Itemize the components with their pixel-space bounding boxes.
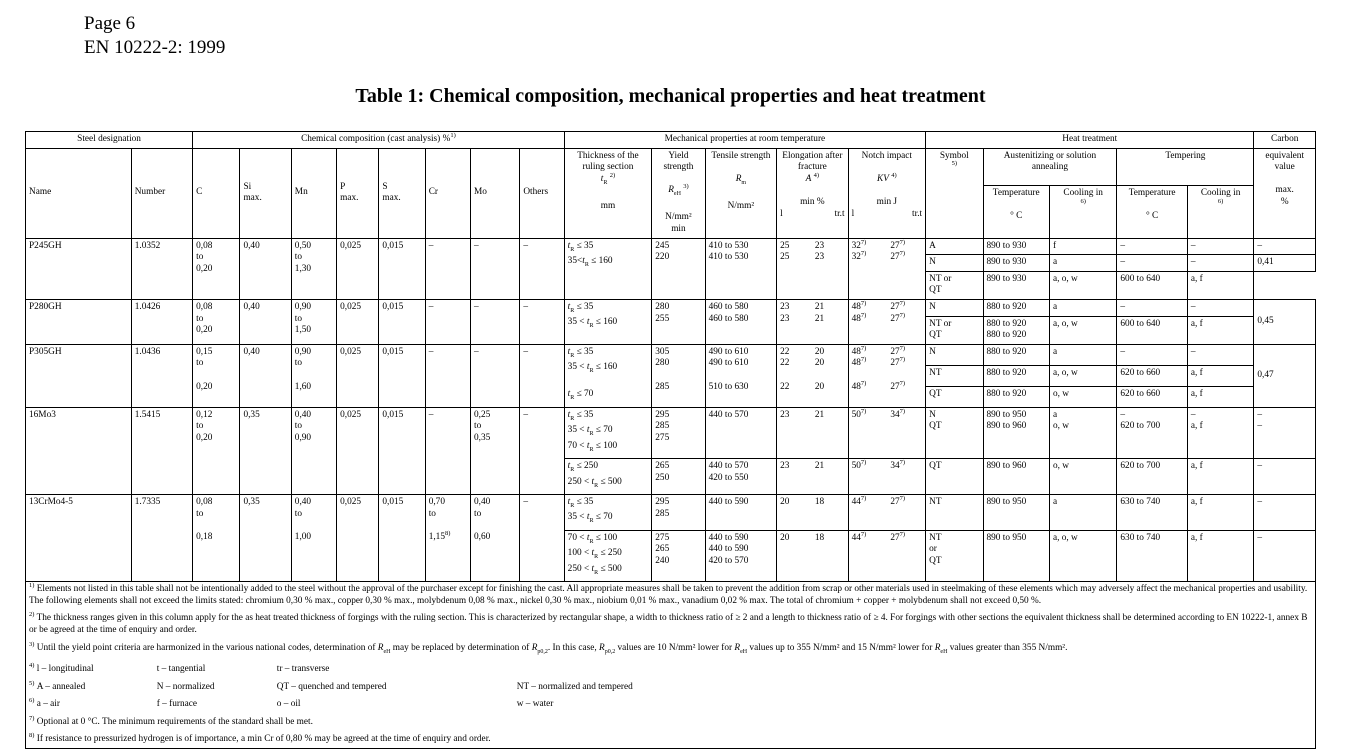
temper-cool: – [1187, 299, 1253, 316]
notch-l: 50$^{7)}$ [848, 459, 887, 495]
tensile: 440 to 570 [705, 407, 776, 458]
group-chemical: Chemical composition (cast analysis) %$^{1)}$ [193, 132, 565, 149]
chem-c: 0,08 to 0,20 [193, 299, 240, 344]
chem-cr: 0,70 to 1,15$^{8)}$ [425, 494, 470, 581]
thickness: $t_R \le 35$ $35 < t_R \le 70$ [564, 494, 652, 530]
aust-cool: a [1049, 494, 1116, 530]
chem-s: 0,015 [379, 494, 425, 581]
aust-temp: 890 to 930 [983, 238, 1049, 255]
thickness: $t_R \le 35$ $35 < t_R \le 160$ $t_R \le 70$ [564, 344, 652, 407]
steel-number: 1.0426 [131, 299, 192, 344]
tensile: 490 to 610 490 to 610 510 to 630 [705, 344, 776, 407]
carbon-eq: – [1254, 530, 1316, 581]
chem-mo: 0,25 to 0,35 [471, 407, 520, 494]
footnote: $^{7)}$ Optional at 0 °C. The minimum requirements of the standard shall be met. [29, 714, 313, 727]
temper-temp: – [1117, 238, 1187, 255]
table-row [26, 407, 1316, 458]
group-header-row [26, 132, 1316, 149]
elong-l: 25 25 [777, 238, 812, 299]
carbon-eq: 0,45 [1254, 299, 1316, 344]
chem-s: 0,015 [379, 299, 425, 344]
chem-si: 0,40 [240, 344, 291, 407]
steel-number: 1.7335 [131, 494, 192, 581]
heat-symbol: N [926, 299, 983, 316]
steel-name: 16Mo3 [26, 407, 132, 494]
chem-mo: – [471, 238, 520, 299]
col-si: Si max. [240, 148, 291, 238]
steel-name: P280GH [26, 299, 132, 344]
chem-mo: – [471, 344, 520, 407]
elong-t: 21 [812, 459, 848, 495]
chem-mn: 0,90 to 1,60 [291, 344, 336, 407]
temper-cool: – [1187, 255, 1253, 272]
elong-l: 23 23 [777, 299, 812, 344]
heat-symbol: A [926, 238, 983, 255]
heat-symbol: QT [926, 386, 983, 407]
temper-cool: – a, f [1187, 407, 1253, 458]
tensile: 440 to 590 [705, 494, 776, 530]
temper-cool: – [1187, 238, 1253, 255]
chem-cr: – [425, 407, 470, 494]
chem-mn: 0,90 to 1,50 [291, 299, 336, 344]
aust-temp: 890 to 930 [983, 271, 1049, 299]
col-notch: Notch impact KV $^{4)}$ min J l tr.t [848, 148, 926, 238]
elong-t: 18 [812, 530, 848, 581]
temper-temp: – [1117, 299, 1187, 316]
heat-symbol: NT [926, 494, 983, 530]
chem-cr: – [425, 299, 470, 344]
column-header-row [26, 148, 1316, 185]
col-c: C [193, 148, 240, 238]
yield: 305 280 285 [652, 344, 705, 407]
table-title: Table 1: Chemical composition, mechanical properties and heat treatment [355, 85, 986, 107]
chem-c: 0,08 to 0,18 [193, 494, 240, 581]
aust-cool: f [1049, 238, 1116, 255]
carbon-eq: – [1254, 459, 1316, 495]
temper-temp: 620 to 660 [1117, 365, 1187, 386]
steel-number: 1.5415 [131, 407, 192, 494]
table-row [26, 299, 1316, 316]
notch-l: 48$^{7)}$ 48$^{7)}$ 48$^{7)}$ [848, 344, 887, 407]
aust-cool: a [1049, 299, 1116, 316]
heat-symbol: NT [926, 365, 983, 386]
aust-cool: a, o, w [1049, 365, 1116, 386]
chem-others: – [520, 344, 564, 407]
notch-l: 44$^{7)}$ [848, 494, 887, 530]
group-designation: Steel designation [26, 132, 193, 149]
thickness: $70 < t_R \le 100$ $100 < t_R \le 250$ $250 < t_R \le 500$ [564, 530, 652, 581]
notch-t: 27$^{7)}$ [887, 530, 925, 581]
temper-cool: a, f [1187, 271, 1253, 299]
temper-cool: a, f [1187, 365, 1253, 386]
thickness: $t_R \le 35$ $35 < t_R \le 160$ [564, 299, 652, 344]
chem-c: 0,12 to 0,20 [193, 407, 240, 494]
chem-mn: 0,40 to 0,90 [291, 407, 336, 494]
footnote: $^{4)}$ l – longitudinal t – tangential tr – transverse [29, 661, 330, 675]
aust-cool: a [1049, 344, 1116, 365]
footnote: $^{2)}$ The thickness ranges given in this column apply for the as heat treated thickness of forgings with the ruling section. This is characterized by rectangular shape, a width to thickness ratio of ≥ 2 and a length to thickness ratio of ≥ 4. For forgings with other sections the equivalent thickness shall be determined according to EN 10222-1, annex B or be agreed at the time of enquiry and order. [29, 611, 1308, 636]
aust-cool: o, w [1049, 386, 1116, 407]
notch-l: 32$^{7)}$ 32$^{7)}$ [848, 238, 887, 299]
col-aust-cool: Cooling in $^{6)}$ [1049, 185, 1116, 238]
elong-t: 20 20 20 [812, 344, 848, 407]
notch-l: 44$^{7)}$ [848, 530, 887, 581]
col-symbol: Symbol $^{5)}$ [926, 148, 983, 238]
tensile: 440 to 570 420 to 550 [705, 459, 776, 495]
chem-others: – [520, 299, 564, 344]
table-row [26, 494, 1316, 530]
chem-mo: 0,40 to 0,60 [471, 494, 520, 581]
chem-si: 0,35 [240, 407, 291, 494]
col-name: Name [26, 148, 132, 238]
steel-name: P245GH [26, 238, 132, 299]
aust-cool: a, o, w [1049, 316, 1116, 344]
chem-s: 0,015 [379, 238, 425, 299]
steel-number: 1.0436 [131, 344, 192, 407]
chem-c: 0,15 to 0,20 [193, 344, 240, 407]
standard-id: EN 10222-2: 1999 [84, 37, 226, 58]
elong-l: 22 22 22 [777, 344, 812, 407]
col-temper-temp: Temperature ° C [1117, 185, 1187, 238]
tensile: 410 to 530 410 to 530 [705, 238, 776, 299]
heat-symbol: N [926, 255, 983, 272]
carbon-eq: – – [1254, 407, 1316, 458]
elong-t: 21 [812, 407, 848, 458]
aust-temp: 890 to 930 [983, 255, 1049, 272]
elong-t: 21 21 [812, 299, 848, 344]
tensile: 440 to 590 440 to 590 420 to 570 [705, 530, 776, 581]
temper-temp: 630 to 740 [1117, 530, 1187, 581]
aust-temp: 880 to 920 [983, 386, 1049, 407]
tensile: 460 to 580 460 to 580 [705, 299, 776, 344]
col-number: Number [131, 148, 192, 238]
aust-temp: 890 to 950 [983, 494, 1049, 530]
aust-cool: a o, w [1049, 407, 1116, 458]
notch-l: 48$^{7)}$ 48$^{7)}$ [848, 299, 887, 344]
heat-symbol: NT or QT [926, 316, 983, 344]
carbon-eq: – [1254, 238, 1316, 255]
chem-others: – [520, 407, 564, 494]
yield: 265 250 [652, 459, 705, 495]
yield: 245 220 [652, 238, 705, 299]
yield: 295 285 275 [652, 407, 705, 458]
chem-mo: – [471, 299, 520, 344]
aust-temp: 880 to 920 [983, 365, 1049, 386]
aust-cool: a [1049, 255, 1116, 272]
temper-temp: – [1117, 255, 1187, 272]
col-others: Others [520, 148, 564, 238]
col-mn: Mn [291, 148, 336, 238]
temper-cool: a, f [1187, 494, 1253, 530]
elong-l: 20 [777, 530, 812, 581]
chem-others: – [520, 238, 564, 299]
page-number: Page 6 [84, 13, 136, 34]
temper-temp: 620 to 660 [1117, 386, 1187, 407]
notch-t: 34$^{7)}$ [887, 407, 925, 458]
carbon-eq: 0,47 [1254, 344, 1316, 407]
steel-number: 1.0352 [131, 238, 192, 299]
temper-temp: 630 to 740 [1117, 494, 1187, 530]
chem-mn: 0,50 to 1,30 [291, 238, 336, 299]
col-tensile: Tensile strength $R_m$ N/mm² [705, 148, 776, 238]
elong-t: 23 23 [812, 238, 848, 299]
footnote: $^{6)}$ a – air f – furnace o – oil w – water [29, 697, 554, 710]
table-row [26, 344, 1316, 365]
notch-l: 50$^{7)}$ [848, 407, 887, 458]
thickness: $t_R \le 35$ $35<t_R \le 160$ [564, 238, 652, 299]
chem-others: – [520, 494, 564, 581]
col-p: P max. [337, 148, 379, 238]
col-aust-temp: Temperature ° C [983, 185, 1049, 238]
col-elongation: Elongation after fracture A $^{4)}$ min % l tr.t [777, 148, 848, 238]
yield: 295 285 [652, 494, 705, 530]
col-s: S max. [379, 148, 425, 238]
aust-temp: 890 to 950 [983, 530, 1049, 581]
col-carbon-eq: equivalent value max. % [1254, 148, 1316, 238]
chem-p: 0,025 [337, 238, 379, 299]
elong-t: 18 [812, 494, 848, 530]
chem-p: 0,025 [337, 344, 379, 407]
temper-temp: 600 to 640 [1117, 316, 1187, 344]
temper-cool: a, f [1187, 459, 1253, 495]
chem-p: 0,025 [337, 407, 379, 494]
aust-temp: 880 to 920 [983, 299, 1049, 316]
temper-temp: – 620 to 700 [1117, 407, 1187, 458]
heat-symbol: NT or QT [926, 530, 983, 581]
chem-p: 0,025 [337, 494, 379, 581]
chem-mn: 0,40 to 1,00 [291, 494, 336, 581]
aust-temp: 880 to 920 880 to 920 [983, 316, 1049, 344]
col-temper-cool: Cooling in $^{6)}$ [1187, 185, 1253, 238]
notch-t: 27$^{7)}$ 27$^{7)}$ [887, 238, 925, 299]
aust-cool: a, o, w [1049, 530, 1116, 581]
temper-cool: a, f [1187, 386, 1253, 407]
heat-symbol: N QT [926, 407, 983, 458]
properties-table [25, 131, 1316, 749]
chem-si: 0,35 [240, 494, 291, 581]
thickness: $t_R \le 250$ $250 < t_R \le 500$ [564, 459, 652, 495]
elong-l: 23 [777, 459, 812, 495]
notch-t: 27$^{7)}$ [887, 494, 925, 530]
aust-cool: a, o, w [1049, 271, 1116, 299]
carbon-eq: – [1254, 494, 1316, 530]
group-mechanical: Mechanical properties at room temperature [564, 132, 925, 149]
aust-temp: 880 to 920 [983, 344, 1049, 365]
temper-temp: 600 to 640 [1117, 271, 1187, 299]
aust-temp: 890 to 950 890 to 960 [983, 407, 1049, 458]
temper-temp: 620 to 700 [1117, 459, 1187, 495]
footnote: $^{3)}$ Until the yield point criteria are harmonized in the various national codes, determination of $R_{eH}$ may be replaced by determination of $R_{p0,2}$. In this case, $R_{p0,2}$ values are 10 N/mm² lower for $R_{eH}$ values up to 355 N/mm² and 15 N/mm² lower for $R_{eH}$ values greater than 355 N/mm². [29, 640, 1068, 655]
col-yield: Yield strength $R_{eH}$ $^{3)}$ N/mm² min [652, 148, 705, 238]
group-carbon: Carbon [1254, 132, 1316, 149]
chem-cr: – [425, 344, 470, 407]
heat-symbol: QT [926, 459, 983, 495]
col-tempering: Tempering [1117, 148, 1254, 185]
aust-temp: 890 to 960 [983, 459, 1049, 495]
group-heat: Heat treatment [926, 132, 1254, 149]
chem-p: 0,025 [337, 299, 379, 344]
col-austenitizing: Austenitizing or solution annealing [983, 148, 1117, 185]
col-cr: Cr [425, 148, 470, 238]
temper-cool: a, f [1187, 530, 1253, 581]
steel-name: 13CrMo4-5 [26, 494, 132, 581]
chem-c: 0,08 to 0,20 [193, 238, 240, 299]
yield: 280 255 [652, 299, 705, 344]
chem-cr: – [425, 238, 470, 299]
chem-s: 0,015 [379, 344, 425, 407]
chem-s: 0,015 [379, 407, 425, 494]
col-thickness: Thickness of the ruling section $t_R$ $^{2)}$ mm [564, 148, 652, 238]
thickness: $t_R \le 35$ $35 < t_R \le 70$ $70 < t_R \le 100$ [564, 407, 652, 458]
carbon-eq: 0,41 [1254, 255, 1316, 272]
temper-cool: a, f [1187, 316, 1253, 344]
temper-temp: – [1117, 344, 1187, 365]
heat-symbol: NT or QT [926, 271, 983, 299]
chem-si: 0,40 [240, 299, 291, 344]
table-row [26, 238, 1316, 255]
yield: 275 265 240 [652, 530, 705, 581]
notch-t: 34$^{7)}$ [887, 459, 925, 495]
heat-symbol: N [926, 344, 983, 365]
notch-t: 27$^{7)}$ 27$^{7)}$ [887, 299, 925, 344]
elong-l: 20 [777, 494, 812, 530]
col-mo: Mo [471, 148, 520, 238]
notch-t: 27$^{7)}$ 27$^{7)}$ 27$^{7)}$ [887, 344, 925, 407]
chem-si: 0,40 [240, 238, 291, 299]
footnotes [26, 582, 1316, 749]
footnote: $^{1)}$ Elements not listed in this table shall not be intentionally added to the steel without the approval of the purchaser except for finishing the cast. All appropriate measures shall be taken to prevent the addition from scrap or other materials used in steelmaking of these elements which may adversely affect the mechanical properties and usability. The following elements shall not exceed the limits stated: chromium 0,30 % max., copper 0,30 % max., molybdenum 0,08 % max., nickel 0,30 % max., niobium 0,01 % max., vanadium 0,02 % max. The total of chromium + copper + molybdenum shall not exceed 0,50 %. [29, 582, 1308, 606]
aust-cool: o, w [1049, 459, 1116, 495]
footnote: $^{8)}$ If resistance to pressurized hydrogen is of importance, a min Cr of 0,80 % may be agreed at the time of enquiry and order. [29, 732, 491, 745]
elong-l: 23 [777, 407, 812, 458]
page-header [84, 12, 225, 60]
steel-name: P305GH [26, 344, 132, 407]
temper-cool: – [1187, 344, 1253, 365]
footnote: $^{5)}$ A – annealed N – normalized QT – quenched and tempered NT – normalized and tempered [29, 679, 633, 692]
